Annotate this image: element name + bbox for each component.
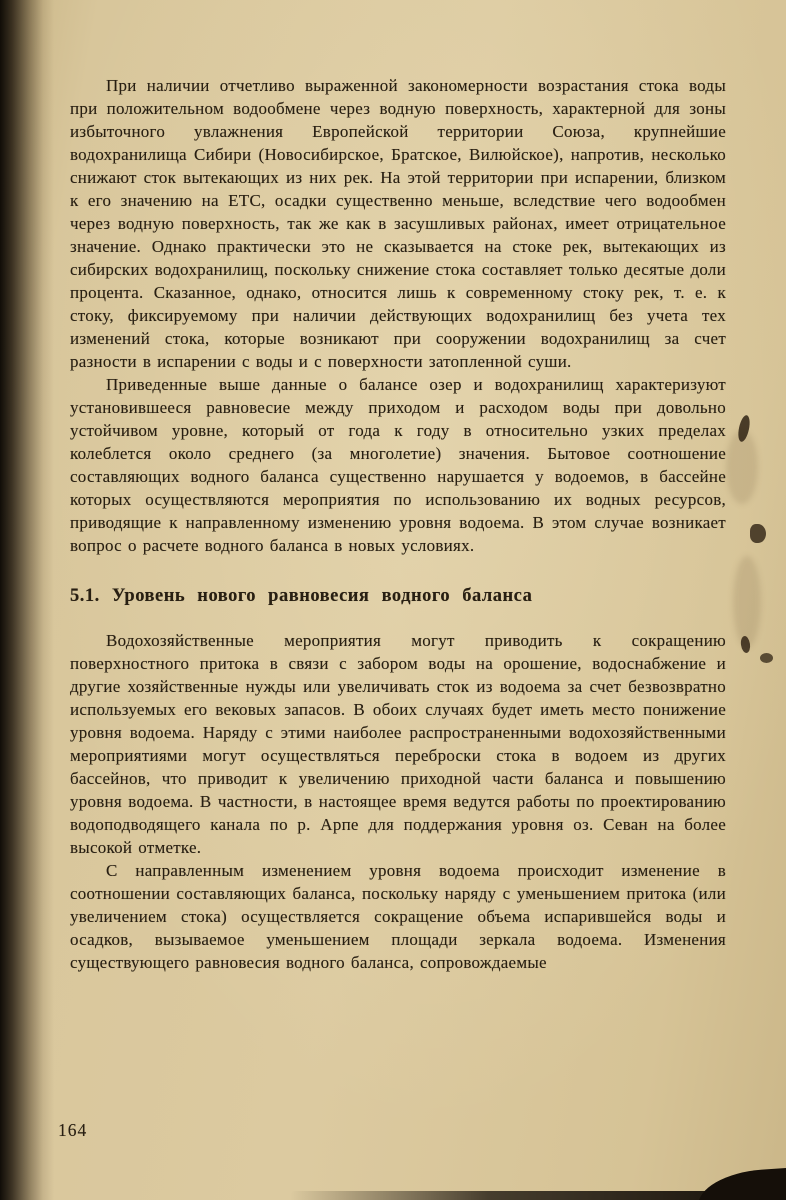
scan-artifact [760, 653, 773, 663]
scan-artifact [736, 414, 751, 442]
page-number: 164 [58, 1120, 88, 1140]
scan-artifact-corner [696, 1166, 786, 1200]
bleed-through-smudge [726, 430, 758, 504]
section-title: Уровень нового равновесия водного баланса [111, 586, 533, 606]
scan-artifact-bottom-edge [290, 1191, 786, 1200]
paragraph-1: При наличии отчетливо выраженной закономерности возрастания стока воды при положительном водообмене через водную поверхность, характерной для зоны избыточного увлажнения Европейской территории Союза, крупнейшие водохранилища Сибири (Новосибирское, Братское, Вилюйское), напротив, несколько снижают сток вытекающих из них рек. На этой территории при испарении, близком к его значению на ЕТС, осадки существенно меньше, вследствие чего водообмен через водную поверхность, так же как в засушливых районах, имеет отрицательное значение. Однако практически это не сказывается на стоке рек, вытекающих из сибирских водохранилищ, поскольку снижение стока составляет только десятые доли процента. Сказанное, однако, относится лишь к современному стоку рек, т. е. к стоку, фиксируемому при наличии действующих водохранилищ без учета тех изменений стока, которые возникают при сооружении водохранилищ за счет разности в испарении с воды и с поверхности затопленной суши. [70, 76, 726, 371]
paragraph-4: С направленным изменением уровня водоема происходит изменение в соотношении составляющих баланса, поскольку наряду с уменьшением притока (или увеличением стока) осуществляется сокращение объема испарившейся воды и осадков, вызываемое уменьшением площади зеркала водоема. Изменения существующего равновесия водного баланса, сопровождаемые [70, 861, 726, 972]
scan-artifact [740, 635, 751, 653]
section-number: 5.1. [70, 586, 100, 606]
section-heading [70, 584, 726, 608]
text-block [70, 74, 726, 974]
book-gutter-shadow [0, 0, 54, 1200]
paragraph-3: Водохозяйственные мероприятия могут приводить к сокращению поверхностного притока в связи с забором воды на орошение, водоснабжение и другие хозяйственные нужды или увеличивать сток из водоема за счет безвозвратно используемых его вековых запасов. В обоих случаях будет иметь место понижение уровня водоема. Наряду с этими наиболее распространенными водохозяйственными мероприятиями могут осуществляться переброски стока в водоем из других бассейнов, что приводит к увеличению приходной части баланса и повышению уровня водоема. В частности, в настоящее время ведутся работы по проектированию водоподводящего канала по р. Арпе для поддержания уровня оз. Севан на более высокой отметке. [70, 631, 726, 857]
bleed-through-smudge [733, 556, 761, 648]
scan-artifact [750, 524, 766, 543]
paragraph-2: Приведенные выше данные о балансе озер и водохранилищ характеризуют установившееся равновесие между приходом и расходом воды при довольно устойчивом уровне, который от года к году в относительно узких пределах колеблется около среднего (за многолетие) значения. Бытовое соотношение составляющих водного баланса существенно нарушается у водоемов, в бассейне которых осуществляются мероприятия по использованию их водных ресурсов, приводящие к направленному изменению уровня водоема. В этом случае возникает вопрос о расчете водного баланса в новых условиях. [70, 375, 726, 555]
